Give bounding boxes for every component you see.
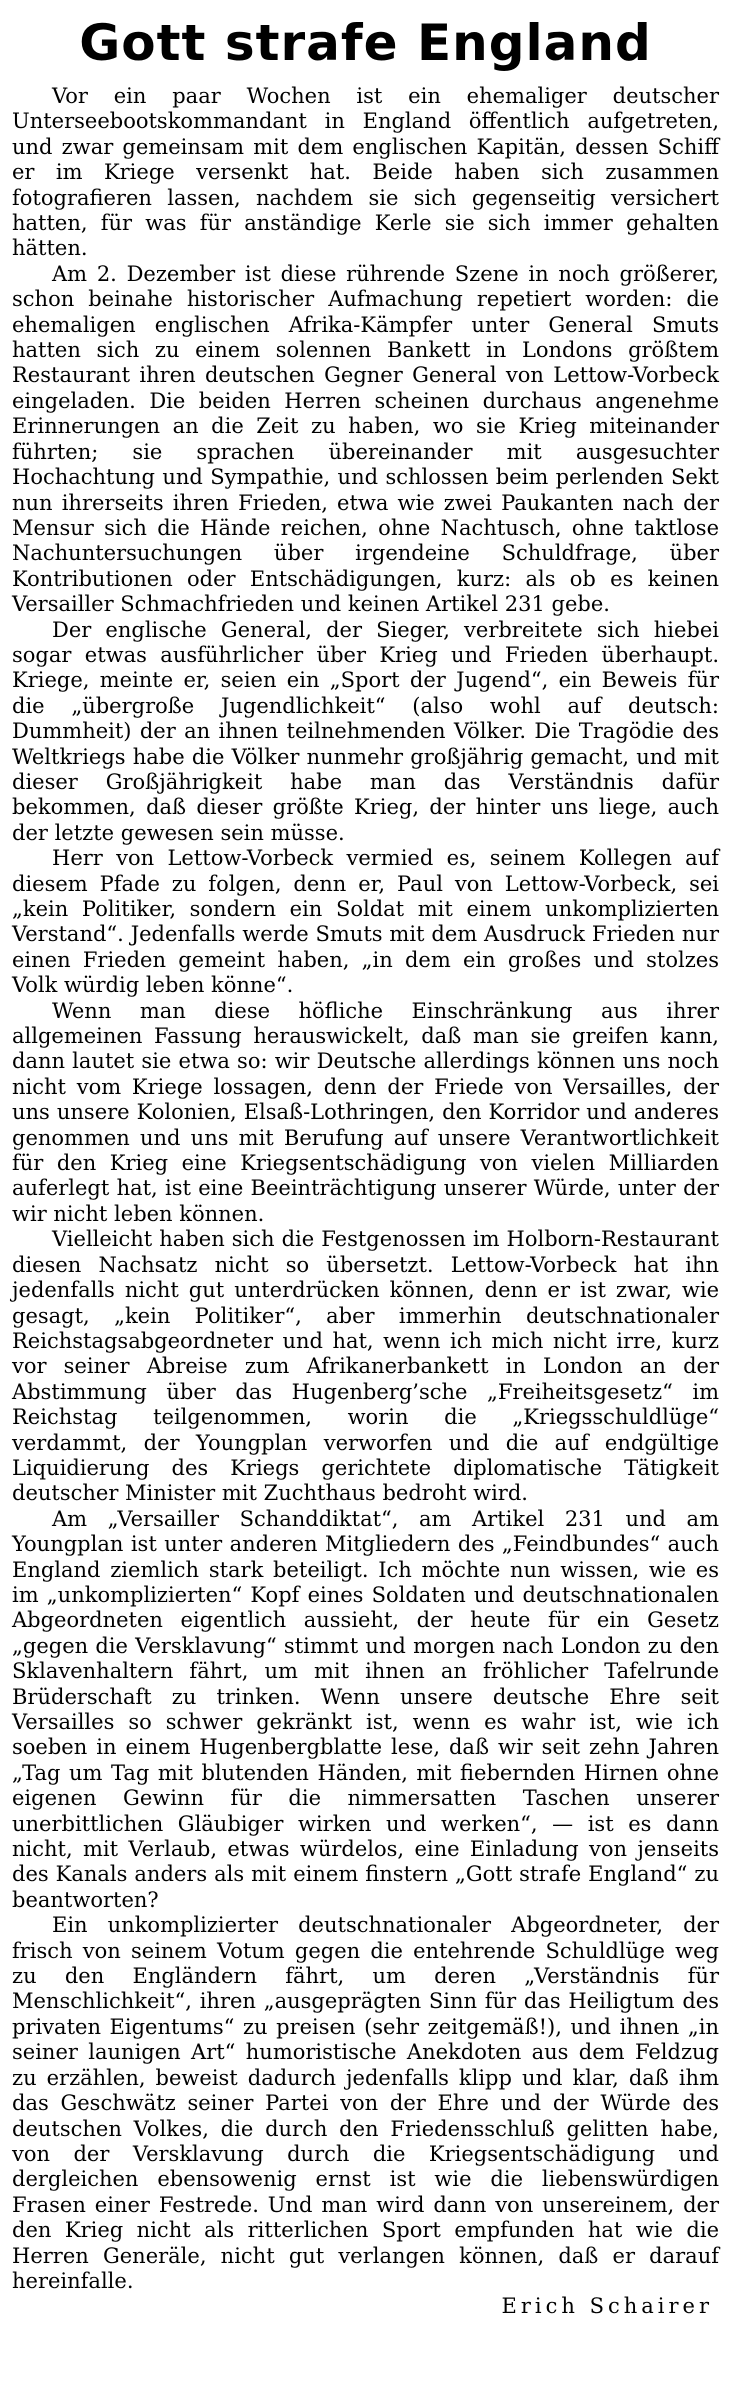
article-body: [12, 84, 719, 2294]
article-paragraph: Vielleicht haben sich die Festgenossen im Holborn-Restaurant diesen Nachsatz nicht so übersetzt. Lettow-Vorbeck hat ihn jedenfalls nicht gut unterdrücken können, denn er ist zwar, wie gesagt, „kein Politiker“, aber immerhin deutschnationaler Reichstagsabgeordneter und hat, wenn ich mich nicht irre, kurz vor seiner Abreise zum Afrikanerbankett in London an der Abstimmung über das Hugenberg’sche „Freiheitsgesetz“ im Reichstag teilgenommen, worin die „Kriegsschuldlüge“ verdammt, der Youngplan verworfen und die auf endgültige Liquidierung des Kriegs gerichtete diplomatische Tätigkeit deutscher Minister mit Zuchthaus bedroht wird.: [12, 1227, 719, 1506]
article-paragraph: Am 2. Dezember ist diese rührende Szene in noch größerer, schon beinahe historischer Aufmachung repetiert worden: die ehemaligen englischen Afrika-Kämpfer unter General Smuts hatten sich zu einem solennen Bankett in Londons größtem Restaurant ihren deutschen Gegner General von Lettow-Vorbeck eingeladen. Die beiden Herren scheinen durchaus angenehme Erinnerungen an die Zeit zu haben, wo sie Krieg miteinander führten; sie sprachen übereinander mit ausgesuchter Hochachtung und Sympathie, und schlossen beim perlenden Sekt nun ihrerseits ihren Frieden, etwa wie zwei Paukanten nach der Mensur sich die Hände reichen, ohne Nachtusch, ohne taktlose Nachuntersuchungen über irgendeine Schuldfrage, über Kontributionen oder Entschädigungen, kurz: als ob es keinen Versailler Schmachfrieden und keinen Artikel 231 gebe.: [12, 261, 719, 617]
author-signature: Erich Schairer: [501, 2294, 713, 2319]
article-title: Gott strafe England: [79, 14, 652, 72]
article-paragraph: Am „Versailler Schanddiktat“, am Artikel 231 und am Youngplan ist unter anderen Mitgliedern des „Feindbundes“ auch England ziemlich stark beteiligt. Ich möchte nun wissen, wie es im „unkomplizierten“ Kopf eines Soldaten und deutschnationalen Abgeordneten eigentlich aussieht, der heute für ein Gesetz „gegen die Versklavung“ stimmt und morgen nach London zu den Sklavenhaltern fährt, um mit ihnen an fröhlicher Tafelrunde Brüderschaft zu trinken. Wenn unsere deutsche Ehre seit Versailles so schwer gekränkt ist, wenn es wahr ist, wie ich soeben in einem Hugenbergblatte lese, daß wir seit zehn Jahren „Tag um Tag mit blutenden Händen, mit fiebernden Hirnen ohne eigenen Gewinn für die nimmersatten Taschen unserer unerbittlichen Gläubiger wirken und werken“, — ist es dann nicht, mit Verlaub, etwas würdelos, eine Einladung von jenseits des Kanals anders als mit einem finstern „Gott strafe England“ zu beantworten?: [12, 1506, 719, 1912]
article-paragraph: Der englische General, der Sieger, verbreitete sich hiebei sogar etwas ausführlicher über Krieg und Frieden überhaupt. Kriege, meinte er, seien ein „Sport der Jugend“, ein Beweis für die „übergroße Jugendlichkeit“ (also wohl auf deutsch: Dummheit) der an ihnen teilnehmenden Völker. Die Tragödie des Weltkriegs habe die Völker nunmehr großjährig gemacht, und mit dieser Großjährigkeit habe man das Verständnis dafür bekommen, daß dieser größte Krieg, der hinter uns liege, auch der letzte gewesen sein müsse.: [12, 617, 719, 845]
article-paragraph: Herr von Lettow-Vorbeck vermied es, seinem Kollegen auf diesem Pfade zu folgen, denn er, Paul von Lettow-Vorbeck, sei „kein Politiker, sondern ein Soldat mit einem unkomplizierten Verstand“. Jedenfalls werde Smuts mit dem Ausdruck Frieden nur einen Frieden gemeint haben, „in dem ein großes und stolzes Volk würdig leben könne“.: [12, 846, 719, 998]
article-paragraph: Wenn man diese höfliche Einschränkung aus ihrer allgemeinen Fassung herauswickelt, daß man sie greifen kann, dann lautet sie etwa so: wir Deutsche allerdings können uns noch nicht vom Kriege lossagen, denn der Friede von Versailles, der uns unsere Kolonien, Elsaß-Lothringen, den Korridor und anderes genommen und uns mit Berufung auf unsere Verantwortlichkeit für den Krieg eine Kriegsentschädigung von vielen Milliarden auferlegt hat, ist eine Beeinträchtigung unserer Würde, unter der wir nicht leben können.: [12, 998, 719, 1226]
article-paragraph: Vor ein paar Wochen ist ein ehemaliger deutscher Unterseebootskommandant in England öffentlich aufgetreten, und zwar gemeinsam mit dem englischen Kapitän, dessen Schiff er im Kriege versenkt hat. Beide haben sich zusammen fotografieren lassen, nachdem sie sich gegenseitig versichert hatten, für was für anständige Kerle sie sich immer gehalten hätten.: [12, 84, 719, 261]
article-paragraph: Ein unkomplizierter deutschnationaler Abgeordneter, der frisch von seinem Votum gegen die entehrende Schuldlüge weg zu den Engländern fährt, um deren „Verständnis für Menschlichkeit“, ihren „ausgeprägten Sinn für das Heiligtum des privaten Eigentums“ zu preisen (sehr zeitgemäß!), und ihnen „in seiner launigen Art“ humoristische Anekdoten aus dem Feldzug zu erzählen, beweist dadurch jedenfalls klipp und klar, daß ihm das Geschwätz seiner Partei von der Ehre und der Würde des deutschen Volkes, die durch den Friedensschluß gelitten habe, von der Versklavung durch die Kriegsentschädigung und dergleichen ebensowenig ernst ist wie die liebenswürdigen Frasen einer Festrede. Und man wird dann von unsereinem, der den Krieg nicht als ritterlichen Sport empfunden hat wie die Herren Generäle, nicht gut verlangen können, daß er darauf hereinfalle.: [12, 1913, 719, 2293]
